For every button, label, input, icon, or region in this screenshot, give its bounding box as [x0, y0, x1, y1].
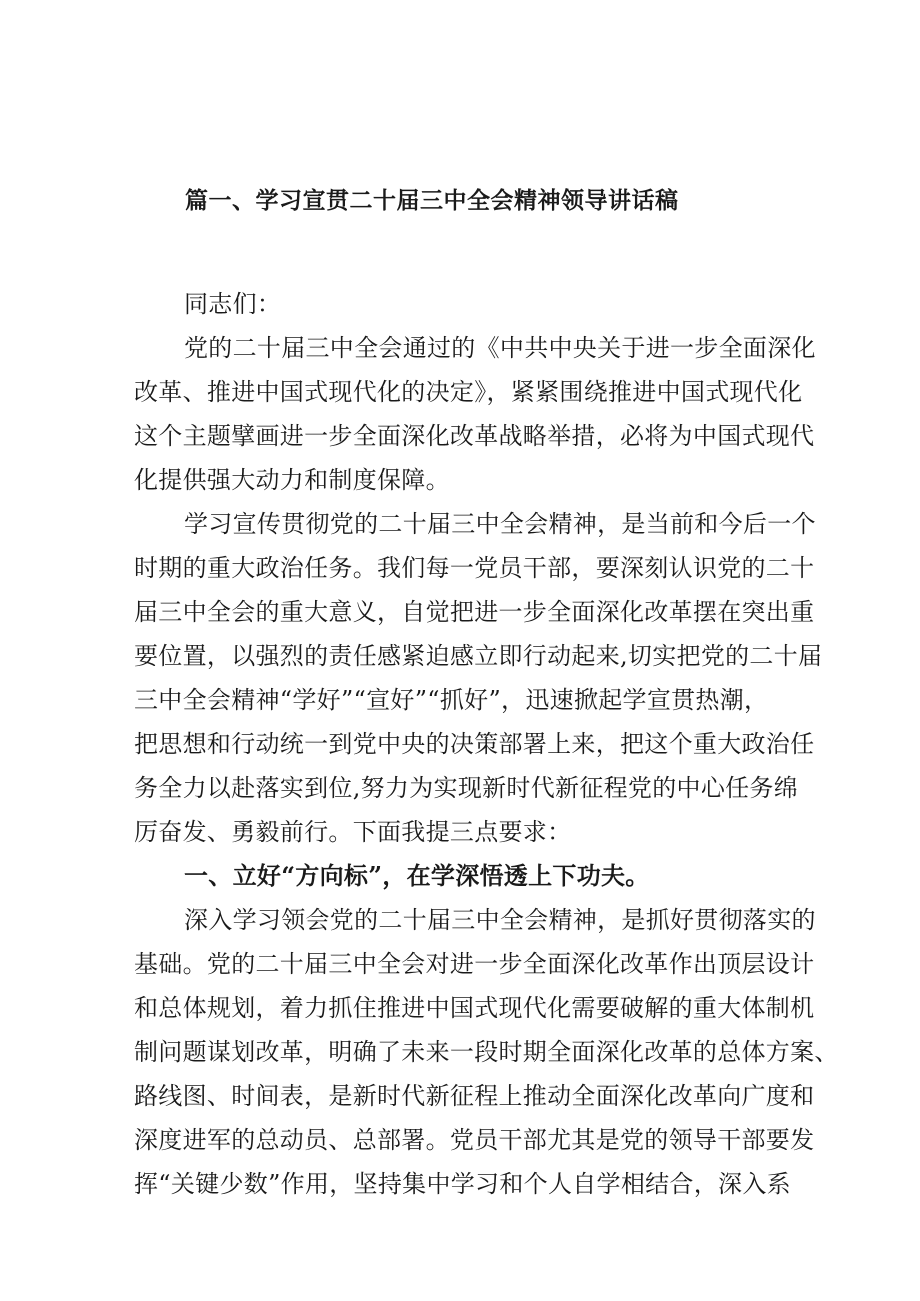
body-text-line: 三中全会精神“学好”“宣好”“抓好”，迅速掀起学宣贯热潮，	[134, 686, 769, 714]
body-text-line: 深度进军的总动员、总部署。党员干部尤其是党的领导干部要发	[134, 1126, 815, 1154]
document-body	[134, 282, 839, 1206]
body-text-line: 厉奋发、勇毅前行。下面我提三点要求：	[134, 818, 572, 846]
body-text-line: 挥“关键少数”作用，坚持集中学习和个人自学相结合，深入系	[134, 1170, 791, 1198]
body-text-line: 务全力以赴落实到位,努力为实现新时代新征程党的中心任务绵	[134, 774, 799, 802]
body-text-line: 基础。党的二十届三中全会对进一步全面深化改革作出顶层设计	[134, 950, 815, 978]
body-text-line: 要位置，以强烈的责任感紧迫感立即行动起来,切实把党的二十届	[134, 642, 823, 670]
body-text-line: 学习宣传贯彻党的二十届三中全会精神，是当前和今后一个	[184, 510, 816, 538]
body-text-line: 和总体规划，着力抓住推进中国式现代化需要破解的重大体制机	[134, 994, 815, 1022]
body-text-line: 党的二十届三中全会通过的《中共中央关于进一步全面深化	[184, 334, 816, 362]
body-text-line: 制问题谋划改革，明确了未来一段时期全面深化改革的总体方案、	[134, 1038, 839, 1066]
body-text-line: 路线图、时间表，是新时代新征程上推动全面深化改革向广度和	[134, 1082, 815, 1110]
body-text-line: 把思想和行动统一到党中央的决策部署上来，把这个重大政治任	[134, 730, 815, 758]
body-text-line: 这个主题擘画进一步全面深化改革战略举措，必将为中国式现代	[134, 422, 815, 450]
document-title: 篇一、学习宣贯二十届三中全会精神领导讲话稿	[185, 187, 679, 214]
body-text-line: 改革、推进中国式现代化的决定》，紧紧围绕推进中国式现代化	[134, 378, 803, 406]
body-text-line: 化提供强大动力和制度保障。	[134, 466, 450, 494]
section-heading-line: 一、立好“方向标”，在学深悟透上下功夫。	[184, 861, 650, 890]
body-text-line: 同志们：	[184, 290, 282, 318]
body-text-line: 届三中全会的重大意义，自觉把进一步全面深化改革摆在突出重	[134, 598, 815, 626]
body-text-line: 深入学习领会党的二十届三中全会精神，是抓好贯彻落实的	[184, 906, 816, 934]
body-text-line: 时期的重大政治任务。我们每一党员干部，要深刻认识党的二十	[134, 554, 815, 582]
